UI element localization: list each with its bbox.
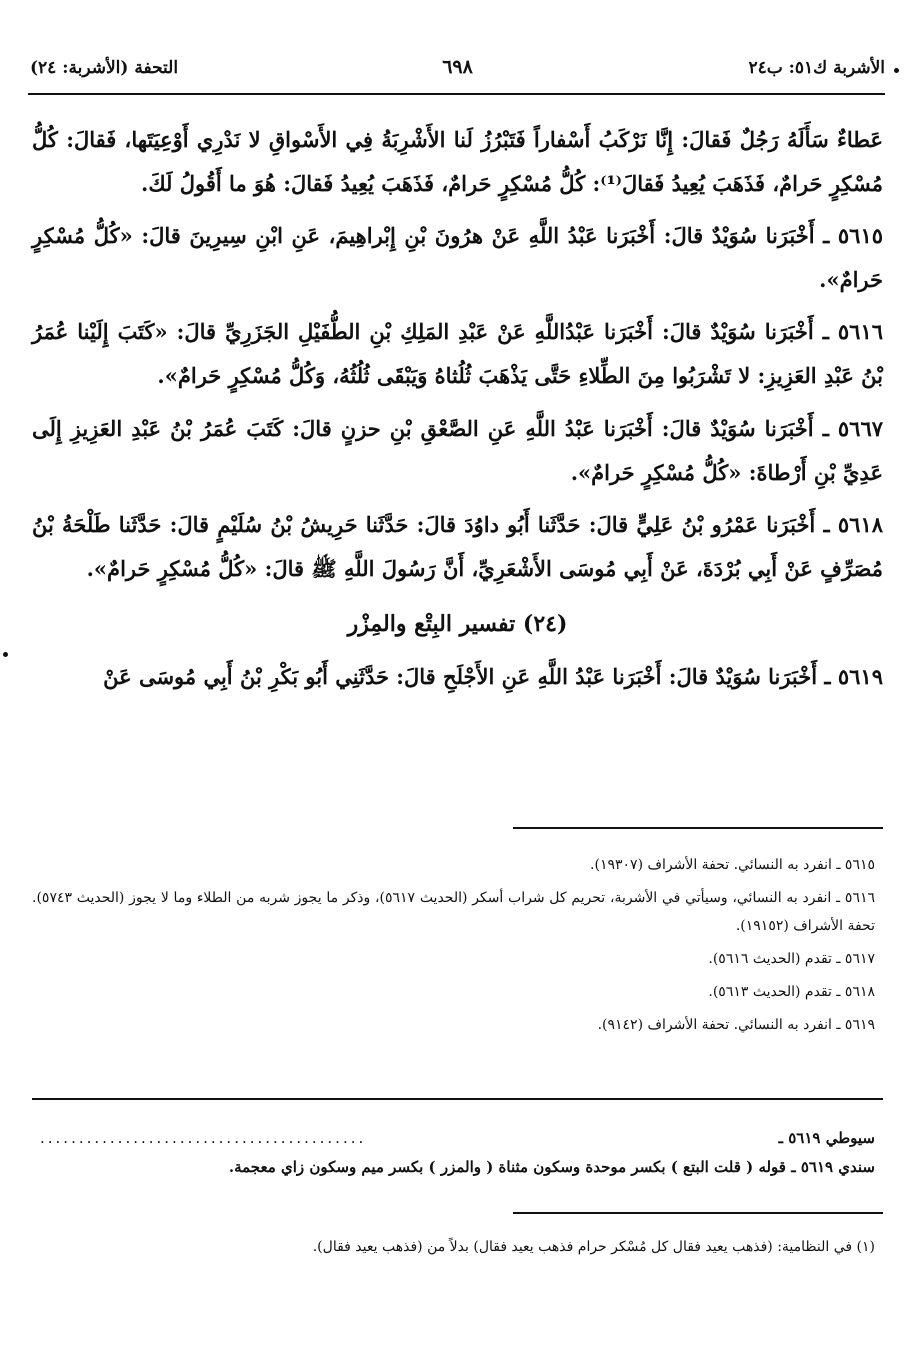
footnote-divider [513, 1212, 883, 1214]
edge-mark [894, 68, 899, 73]
hadith-5615 [32, 214, 883, 302]
hadith-text: أَخْبَرَنا سُوَيْدٌ قالَ: أَخْبَرَنا عَبْدُ اللَّهِ عَنِ الصَّعْقِ بْنِ حزنٍ قالَ: كَتَبَ عُمَرُ بْنُ عَبْدِ العَزِيزِ إِلَى عَدِيِّ بْنِ أَرْطاةَ: «كُلُّ مُسْكِرٍ حَرامٌ». [32, 415, 883, 485]
takhrij-notes [32, 852, 875, 1046]
hadith-text: أَخْبَرَنا سُوَيْدٌ قالَ: أَخْبَرَنا عَبْدُ اللَّهِ عَنِ الأَجْلَحِ قالَ: حَدَّثَنِي أَبُو بَكْرِ بْنُ أَبِي مُوسَى عَنْ [103, 664, 818, 690]
commentary-divider [32, 1098, 883, 1100]
footnote: (١) في النظامية: (فذهب يعيد فقال كل مُسْكر حرام فذهب يعيد فقال) بدلاً من (فذهب يعيد فقال). [312, 1239, 875, 1255]
suyuti-label: سيوطي ٥٦١٩ ـ [778, 1129, 875, 1147]
edge-mark [3, 652, 8, 657]
header-chapter: الأشربة ك٥١: ب٢٤ [748, 58, 885, 78]
note-item: ٥٦١٩ ـ انفرد به النسائي. تحفة الأشراف (٩١٤٢). [597, 1017, 875, 1034]
hadith-number: ٥٦١٩ ـ [824, 664, 883, 690]
note-item: ٥٦١٦ ـ انفرد به النسائي، وسيأتي في الأشربة، تحريم كل شراب أسكر (الحديث ٥٦١٧)، وذكر ما يجوز شربه من الطلاء وما لا يجوز (الحديث ٥٧٤٣). تحفة الأشراف (١٩١٥٢). [32, 890, 875, 934]
hadith-text: أَخْبَرَنا سُوَيْدٌ قالَ: أَخْبَرَنا عَبْدُ اللَّهِ عَنْ هرُونَ بْنِ إِبْراهِيمَ، عَنِ ابْنِ سِيرِينَ قالَ: «كُلُّ مُسْكِرٍ حَرامٌ». [32, 223, 883, 293]
commentary-section [32, 1124, 875, 1181]
hadith-5618 [32, 503, 883, 591]
hadith-text: أَخْبَرَنا عَمْرُو بْنُ عَلِيٍّ قالَ: حَدَّثَنا أَبُو داوُدَ قالَ: حَدَّثَنا حَرِيشُ بْنُ سُلَيْمٍ قالَ: حَدَّثَنا طَلْحَةُ بْنُ مُصَرِّفٍ عَنْ أَبِي بُرْدَةَ، عَنْ أَبِي مُوسَى الأَشْعَرِيِّ، أَنَّ رَسُولَ اللَّهِ ﷺ قالَ: «كُلُّ مُسْكِرٍ حَرامٌ». [32, 511, 883, 581]
hadith-number: ٥٦١٦ ـ [822, 319, 884, 345]
suyuti-line [32, 1124, 875, 1153]
hadith-5617 [32, 407, 883, 495]
section-heading: (٢٤) تفسير البِتْع والمِزْر [347, 610, 568, 637]
page-number: ٦٩٨ [442, 56, 473, 78]
main-text [32, 118, 883, 707]
hadith-5619 [32, 655, 883, 699]
hadith-number: ٥٦١٥ ـ [823, 223, 884, 249]
note-item: ٥٦١٥ ـ انفرد به النسائي. تحفة الأشراف (١٩٣٠٧). [590, 857, 875, 873]
sindi-line: سندي ٥٦١٩ ـ قوله ( قلت البتع ) بكسر موحدة وسكون مثناة ( والمزر ) بكسر ميم وسكون زاي معجمة. [228, 1157, 875, 1176]
note-item: ٥٦١٨ ـ تقدم (الحديث ٥٦١٣). [708, 984, 875, 1001]
hadith-number: ٥٦١٨ ـ [823, 511, 884, 537]
hadith-text: أَخْبَرَنا سُوَيْدٌ قالَ: أَخْبَرَنا عَبْدُاللَّهِ عَنْ عَبْدِ المَلِكِ بْنِ الطُّفَيْلِ الجَزَرِيِّ قالَ: «كَتَبَ إِلَيْنا عُمَرُ بْنُ عَبْدِ العَزِيزِ: لا تَشْرَبُوا مِنَ الطِّلاءِ حَتَّى يَذْهَبَ ثُلُثاهُ وَيَبْقَى ثُلُثُهُ، وَكُلُّ مُسْكِرٍ حَرامٌ». [32, 319, 883, 389]
dotted-leader: .......................................... [40, 1129, 367, 1147]
header-tuhfa-ref: التحفة (الأشربة: ٢٤) [30, 58, 179, 78]
notes-divider [513, 827, 883, 829]
note-item: ٥٦١٧ ـ تقدم (الحديث ٥٦١٦). [708, 950, 875, 967]
hadith-5616 [32, 310, 883, 398]
paragraph-continuation: عَطاءٌ سَأَلَهُ رَجُلٌ فَقالَ: إِنَّا نَرْكَبُ أَسْفاراً فَتَبْرُزُ لَنا الأَشْرِبَةُ فِي الأَسْواقِ لا نَدْرِي أَوْعِيَتَها، فَقالَ: كُلُّ مُسْكِرٍ حَرامٌ، فَذَهَبَ يُعِيدُ فَقالَ⁽¹⁾: كُلُّ مُسْكِرٍ حَرامٌ، فَذَهَبَ يُعِيدُ فَقالَ: هُوَ ما أَقُولُ لَكَ. [32, 127, 883, 197]
page-header [30, 52, 885, 88]
header-divider [28, 93, 885, 95]
hadith-number: ٥٦٦٧ ـ [822, 415, 884, 441]
